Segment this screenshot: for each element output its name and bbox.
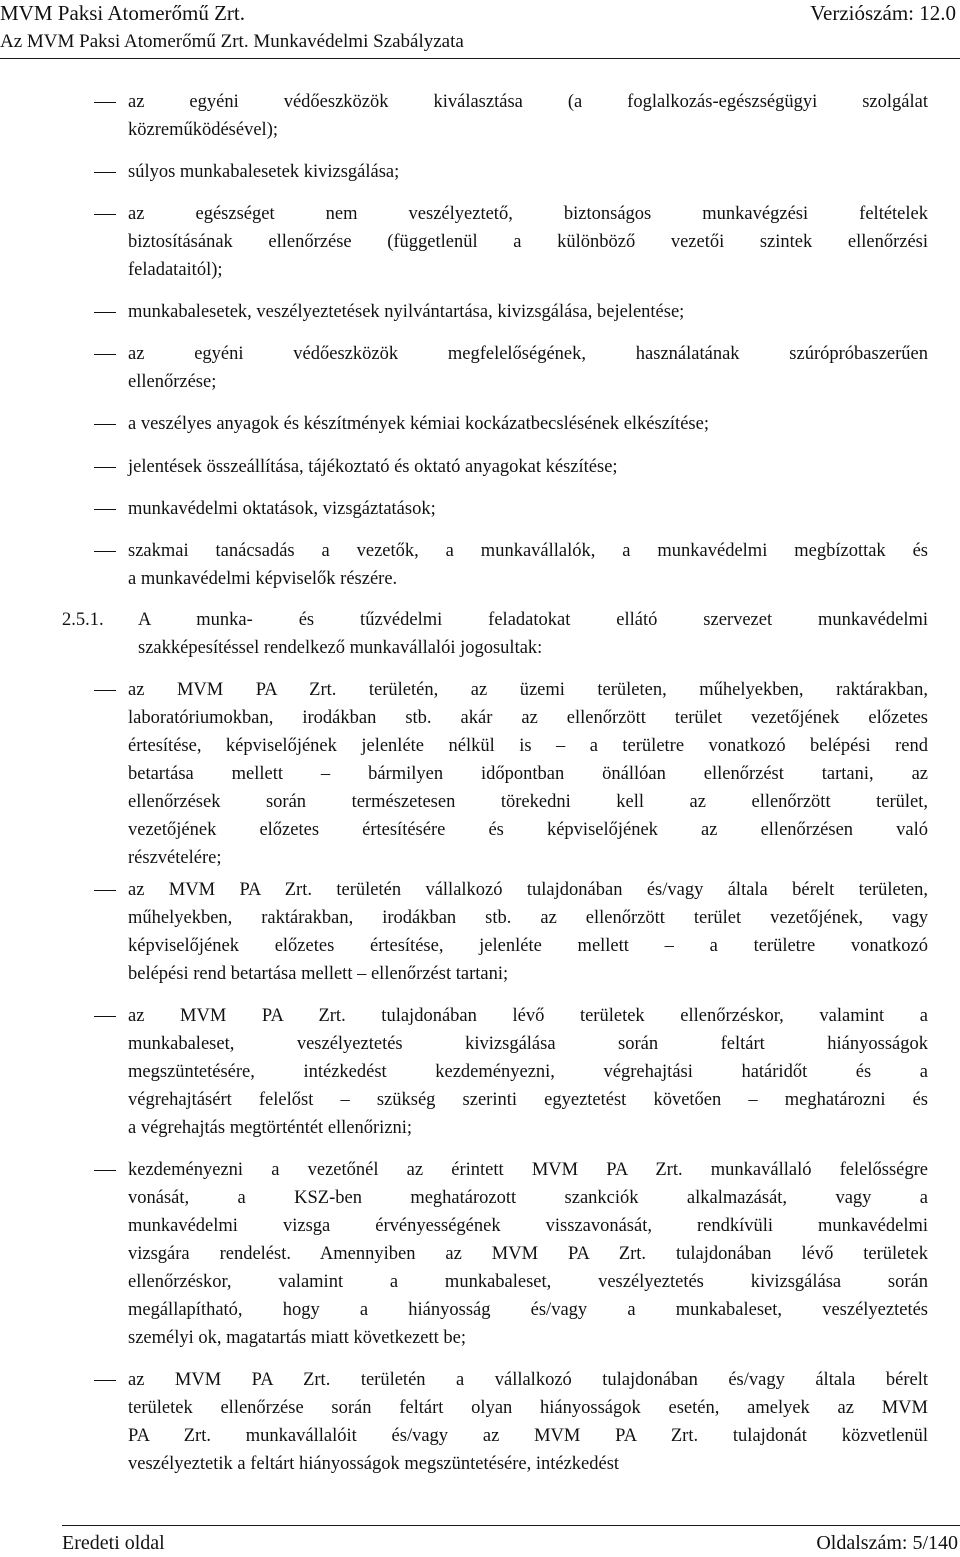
- list-item-line: kezdeményezni a vezetőnél az érintett MVM PA Zrt. munkavállaló felelősségre: [128, 1160, 928, 1180]
- list-dash-marker: [94, 1380, 116, 1381]
- list-item: [128, 676, 928, 872]
- list-item-line: részvételére;: [128, 848, 222, 868]
- list-item-line: közreműködésével);: [128, 120, 278, 140]
- list-item-line: megszüntetésére, intézkedést kezdeményezni, végrehajtási határidőt és a: [128, 1062, 928, 1082]
- list-item: [128, 537, 928, 593]
- list-dash-marker: [94, 890, 116, 891]
- list-dash-marker: [94, 690, 116, 691]
- list-item: [128, 1002, 928, 1142]
- list-item-line: vizsgára rendelést. Amennyiben az MVM PA Zrt. tulajdonában lévő területek: [128, 1244, 928, 1264]
- list-item-line: betartása mellett – bármilyen időpontban önállóan ellenőrzést tartani, az: [128, 764, 928, 784]
- section-heading-line: szakképesítéssel rendelkező munkavállalói jogosultak:: [138, 638, 543, 658]
- list-item-line: veszélyeztetik a feltárt hiányosságok megszüntetésére, intézkedést: [128, 1454, 620, 1474]
- list-item-line: vonását, a KSZ-ben meghatározott szankciók alkalmazását, vagy a: [128, 1188, 928, 1208]
- list-item-line: biztosításának ellenőrzése (függetlenül a különböző vezetői szintek ellenőrzési: [128, 232, 928, 252]
- list-dash-marker: [94, 1170, 116, 1171]
- list-item-line: munkavédelmi vizsga érvényességének visszavonását, rendkívüli munkavédelmi: [128, 1216, 928, 1236]
- list-dash-marker: [94, 354, 116, 355]
- list-item-line: laboratóriumokban, irodákban stb. akár az ellenőrzött terület vezetőjének előzetes: [128, 708, 928, 728]
- list-item-line: végrehajtásért felelőst – szükség szerinti egyeztetést követően – meghatározni és: [128, 1090, 928, 1110]
- list-item: [128, 876, 928, 988]
- list-item-line: az egyéni védőeszközök kiválasztása (a foglalkozás-egészségügyi szolgálat: [128, 92, 928, 112]
- list-item-line: műhelyekben, raktárakban, irodákban stb. az ellenőrzött terület vezetőjének, vagy: [128, 908, 928, 928]
- list-item: [128, 495, 928, 523]
- list-dash-marker: [94, 551, 116, 552]
- list-item-line: vezetőjének előzetes értesítésére és képviselőjének az ellenőrzésen való: [128, 820, 928, 840]
- list-item: [128, 453, 928, 481]
- list-dash-marker: [94, 424, 116, 425]
- list-dash-marker: [94, 312, 116, 313]
- list-item-line: ellenőrzése;: [128, 372, 217, 392]
- section-heading-line: A munka- és tűzvédelmi feladatokat ellátó szervezet munkavédelmi: [138, 610, 928, 630]
- list-item-line: belépési rend betartása mellett – ellenőrzést tartani;: [128, 964, 509, 984]
- list-item: [128, 200, 928, 284]
- section-number: 2.5.1.: [62, 610, 104, 630]
- list-item-line: ellenőrzések során természetesen törekedni kell az ellenőrzött terület,: [128, 792, 928, 812]
- list-item-line: munkabaleset, veszélyeztetés kivizsgálása során feltárt hiányosságok: [128, 1034, 928, 1054]
- list-item-line: személyi ok, magatartás miatt következett be;: [128, 1328, 467, 1348]
- list-item: [128, 88, 928, 144]
- header-company: MVM Paksi Atomerőmű Zrt.: [0, 1, 245, 25]
- list-item-line: a veszélyes anyagok és készítmények kémiai kockázatbecslésének elkészítése;: [128, 414, 709, 434]
- list-item-line: szakmai tanácsadás a vezetők, a munkavállalók, a munkavédelmi megbízottak és: [128, 541, 928, 561]
- page-header: [0, 0, 960, 59]
- list-dash-marker: [94, 467, 116, 468]
- list-item: [128, 1156, 928, 1352]
- list-item-line: az MVM PA Zrt. területén, az üzemi területen, műhelyekben, raktárakban,: [128, 680, 928, 700]
- footer-original-page: Eredeti oldal: [62, 1532, 165, 1554]
- list-item-line: a végrehajtás megtörténtét ellenőrizni;: [128, 1118, 413, 1138]
- list-item-line: képviselőjének előzetes értesítése, jelenléte mellett – a területre vonatkozó: [128, 936, 928, 956]
- list-item-line: az egyéni védőeszközök megfelelőségének, használatának szúrópróbaszerűen: [128, 344, 928, 364]
- list-item: [128, 410, 928, 438]
- list-item: [128, 1366, 928, 1478]
- list-item-line: az egészséget nem veszélyeztető, biztonságos munkavégzési feltételek: [128, 204, 928, 224]
- list-item-line: feladataitól);: [128, 260, 223, 280]
- list-item-line: munkavédelmi oktatások, vizsgáztatások;: [128, 499, 436, 519]
- list-item: [128, 298, 928, 326]
- list-item-line: az MVM PA Zrt. területén a vállalkozó tulajdonában és/vagy általa bérelt: [128, 1370, 928, 1390]
- list-item-line: az MVM PA Zrt. területén vállalkozó tulajdonában és/vagy általa bérelt területen,: [128, 880, 928, 900]
- list-dash-marker: [94, 509, 116, 510]
- list-item-line: jelentések összeállítása, tájékoztató és oktató anyagokat készítése;: [128, 457, 618, 477]
- footer-page-number: Oldalszám: 5/140: [816, 1532, 958, 1554]
- section-heading: [138, 606, 928, 662]
- list-item-line: súlyos munkabalesetek kivizsgálása;: [128, 162, 400, 182]
- list-item-line: területek ellenőrzése során feltárt olyan hiányosságok esetén, amelyek az MVM: [128, 1398, 928, 1418]
- header-subtitle: Az MVM Paksi Atomerőmű Zrt. Munkavédelmi Szabályzata: [0, 31, 464, 52]
- list-item-line: munkabalesetek, veszélyeztetések nyilvántartása, kivizsgálása, bejelentése;: [128, 302, 685, 322]
- list-item-line: a munkavédelmi képviselők részére.: [128, 569, 398, 589]
- list-item-line: értesítése, képviselőjének jelenléte nélkül is – a területre vonatkozó belépési rend: [128, 736, 928, 756]
- list-dash-marker: [94, 102, 116, 103]
- list-item: [128, 340, 928, 396]
- page-footer: [62, 1525, 960, 1557]
- list-item-line: ellenőrzéskor, valamint a munkabaleset, veszélyeztetés kivizsgálása során: [128, 1272, 928, 1292]
- list-dash-marker: [94, 214, 116, 215]
- list-dash-marker: [94, 1016, 116, 1017]
- list-dash-marker: [94, 172, 116, 173]
- header-version: Verziószám: 12.0: [810, 1, 956, 25]
- list-item-line: az MVM PA Zrt. tulajdonában lévő területek ellenőrzéskor, valamint a: [128, 1006, 928, 1026]
- list-item-line: megállapítható, hogy a hiányosság és/vagy a munkabaleset, veszélyeztetés: [128, 1300, 928, 1320]
- list-item-line: PA Zrt. munkavállalóit és/vagy az MVM PA Zrt. tulajdonát közvetlenül: [128, 1426, 928, 1446]
- list-item: [128, 158, 928, 186]
